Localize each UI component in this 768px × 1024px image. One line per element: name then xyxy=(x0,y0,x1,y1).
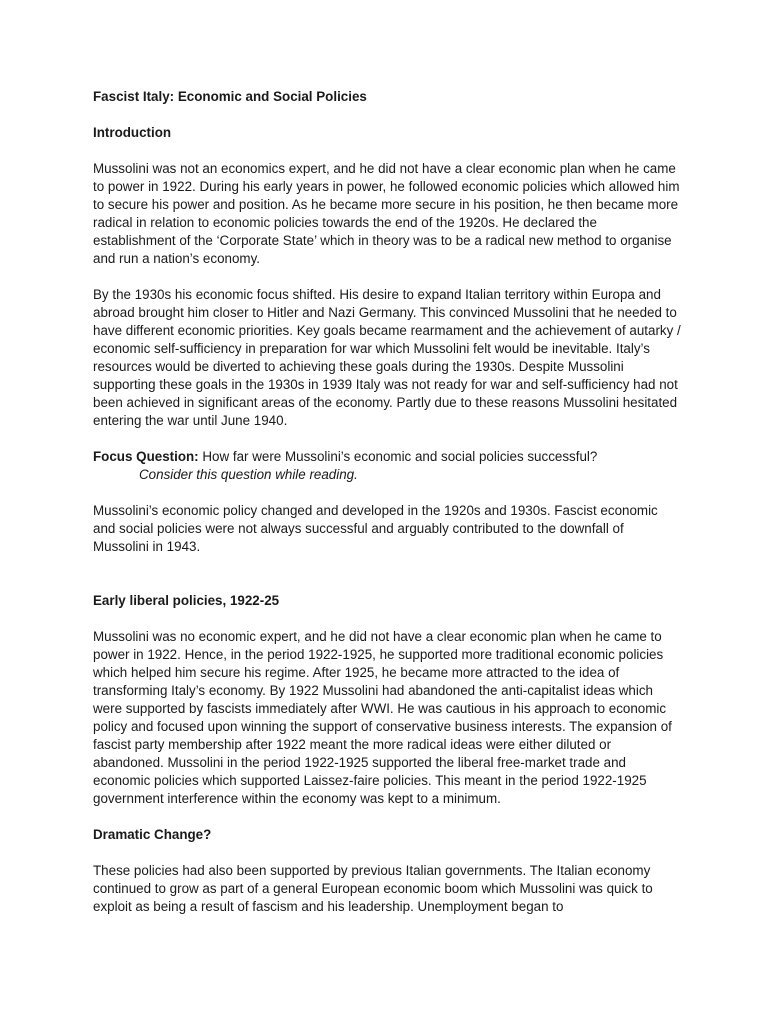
early-liberal-heading: Early liberal policies, 1922-25 xyxy=(93,593,280,608)
document-title: Fascist Italy: Economic and Social Policies xyxy=(93,89,367,104)
focus-question-label: Focus Question: xyxy=(93,449,199,464)
early-liberal-paragraph: Mussolini was no economic expert, and he did not have a clear economic plan when he came to power in 1922. Hence, in the period 1922-1925, he supported more traditional economic policies which helped him secure his regime. After 1925, he became more attracted to the idea of transforming Italy’s economy. By 1922 Mussolini had abandoned the anti-capitalist ideas which were supported by fascists immediately after WWI. He was cautious in his approach to economic policy and focused upon winning the support of conservative business interests. The expansion of fascist party membership after 1922 meant the more radical ideas were either diluted or abandoned. Mussolini in the period 1922-1925 supported the liberal free-market trade and economic policies which supported Laissez-faire policies. This meant in the period 1922-1925 government interference within the economy was kept to a minimum. xyxy=(93,629,672,806)
focus-question xyxy=(93,448,683,484)
document-page xyxy=(93,88,683,934)
introduction-heading: Introduction xyxy=(93,125,172,140)
focus-question-note: Consider this question while reading. xyxy=(139,467,358,482)
intro-paragraph-1: Mussolini was not an economics expert, and he did not have a clear economic plan when he came to power in 1922. During his early years in power, he followed economic policies which allowed him to secure his power and position. As he became more secure in his position, he then became more radical in relation to economic policies towards the end of the 1920s. He declared the establishment of the ‘Corporate State’ which in theory was to be a radical new method to organise and run a nation’s economy. xyxy=(93,161,680,266)
intro-paragraph-2: By the 1930s his economic focus shifted. His desire to expand Italian territory within Europa and abroad brought him closer to Hitler and Nazi Germany. This convinced Mussolini that he needed to have different economic priorities. Key goals became rearmament and the achievement of autarky / economic self-sufficiency in preparation for war which Mussolini felt would be inevitable. Italy’s resources would be diverted to achieving these goals during the 1930s. Despite Mussolini supporting these goals in the 1930s in 1939 Italy was not ready for war and self-sufficiency had not been achieved in significant areas of the economy. Partly due to these reasons Mussolini hesitated entering the war until June 1940. xyxy=(93,287,681,428)
spacer xyxy=(93,574,683,592)
focus-question-text: How far were Mussolini’s economic and social policies successful? xyxy=(198,449,598,464)
dramatic-change-paragraph: These policies had also been supported by previous Italian governments. The Italian economy continued to grow as part of a general European economic boom which Mussolini was quick to exploit as being a result of fascism and his leadership. Unemployment began to xyxy=(93,863,653,914)
dramatic-change-heading: Dramatic Change? xyxy=(93,827,212,842)
intro-paragraph-3: Mussolini’s economic policy changed and developed in the 1920s and 1930s. Fascist economic and social policies were not always successful and arguably contributed to the downfall of Mussolini in 1943. xyxy=(93,503,658,554)
